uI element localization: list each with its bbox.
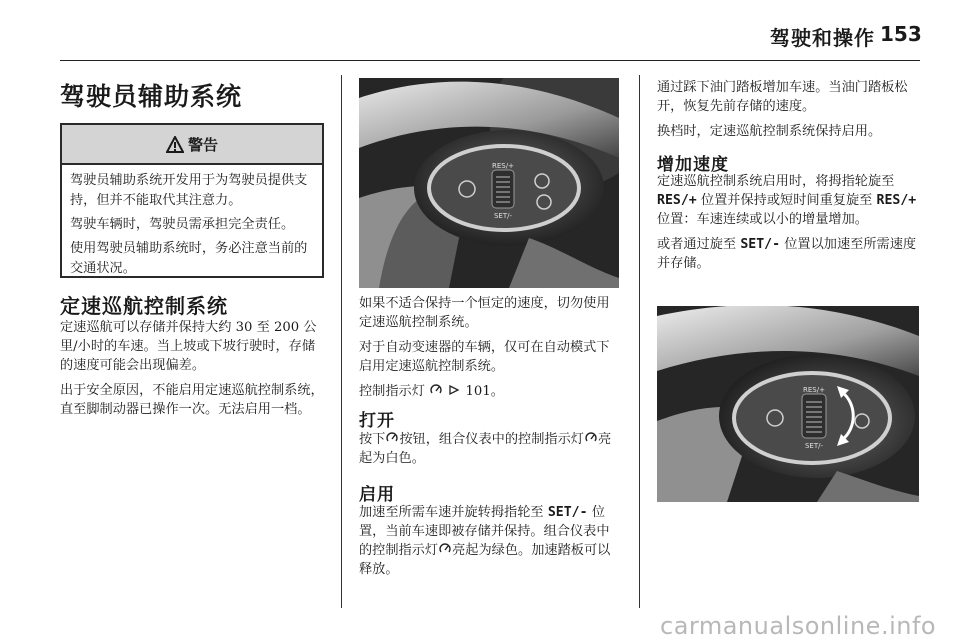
control-code-set: SET/- bbox=[740, 237, 781, 252]
wheel-label-set: SET/- bbox=[804, 442, 824, 450]
heading-switch-on: 打开 bbox=[359, 411, 395, 431]
paragraph bbox=[359, 430, 621, 468]
text-fragment: 位置，当前车速即被存储并保持。组合仪表中的控制指示灯 bbox=[359, 505, 610, 558]
cruise-indicator-icon bbox=[585, 432, 597, 444]
cruise-control-text bbox=[60, 318, 325, 425]
column-divider-1 bbox=[341, 75, 342, 608]
indicator-page-ref: 101 bbox=[465, 384, 491, 399]
paragraph: 对于自动变速器的车辆，仅可在自动模式下启用定速巡航控制系统。 bbox=[359, 340, 610, 374]
page-number: 153 bbox=[880, 22, 922, 46]
running-header-title: 驾驶和操作 bbox=[770, 26, 875, 50]
paragraph bbox=[657, 235, 921, 273]
paragraph: 如果不适合保持一个恒定的速度，切勿使用定速巡航控制系统。 bbox=[359, 296, 610, 330]
text-fragment: 位置：车速连续或以小的增量增加。 bbox=[657, 212, 868, 227]
cruise-indicator-icon bbox=[439, 543, 451, 555]
text-fragment: 按钮，组合仪表中的控制指示灯 bbox=[399, 432, 584, 447]
wheel-label-res: RES/+ bbox=[492, 162, 514, 170]
paragraph bbox=[359, 503, 621, 579]
warning-paragraph: 使用驾驶员辅助系统时，务必注意当前的交通状况。 bbox=[70, 241, 308, 276]
section-title-cruise-control: 定速巡航控制系统 bbox=[60, 294, 228, 318]
section-title-driver-assist: 驾驶员辅助系统 bbox=[60, 82, 243, 111]
column3-text bbox=[657, 78, 921, 147]
steering-wheel-illustration-1 bbox=[359, 78, 619, 288]
indicator-suffix: 。 bbox=[490, 384, 504, 399]
paragraph: 换档时，定速巡航控制系统保持启用。 bbox=[657, 124, 882, 139]
page-reference-arrow-icon bbox=[448, 384, 460, 396]
warning-paragraph: 驾驶员辅助系统开发用于为驾驶员提供支持，但并不能取代其注意力。 bbox=[70, 173, 308, 208]
text-fragment: 亮起为绿色。加速踏板可以释放。 bbox=[359, 543, 611, 577]
heading-increase-speed: 增加速度 bbox=[657, 155, 729, 175]
control-code-res: RES/+ bbox=[657, 193, 697, 208]
header-rule bbox=[60, 60, 920, 61]
text-fragment: 位置以加速至所需速度并存储。 bbox=[657, 237, 917, 271]
steering-wheel-photo-2 bbox=[657, 306, 919, 502]
steering-wheel-photo-1 bbox=[359, 78, 619, 288]
paragraph: 定速巡航可以存储并保持大约 30 至 200 公里/小时的车速。当上坡或下坡行驶时，存储的速度可能会出现偏差。 bbox=[60, 320, 317, 373]
warning-label: 警告 bbox=[187, 135, 218, 154]
warning-body bbox=[62, 165, 322, 279]
increase-speed-text bbox=[657, 172, 921, 279]
text-fragment: 位置并保持或短时间重复旋至 bbox=[700, 193, 873, 208]
text-fragment: 按下 bbox=[359, 432, 386, 447]
paragraph: 通过踩下油门踏板增加车速。当油门踏板松开，恢复先前存储的速度。 bbox=[657, 80, 908, 114]
control-code-res: RES/+ bbox=[876, 193, 917, 208]
heading-activate: 启用 bbox=[359, 485, 395, 505]
wheel-label-set: SET/- bbox=[493, 212, 513, 220]
paragraph bbox=[657, 172, 921, 229]
column-divider-2 bbox=[639, 75, 640, 608]
text-fragment: 或者通过旋至 bbox=[657, 237, 737, 252]
control-code-set: SET/- bbox=[547, 505, 588, 520]
watermark-text: carmanualsonline.info bbox=[660, 612, 937, 640]
text-fragment: 定速巡航控制系统启用时，将拇指轮旋至 bbox=[657, 174, 895, 189]
switch-on-text bbox=[359, 430, 621, 474]
warning-header bbox=[62, 125, 322, 165]
activate-text bbox=[359, 503, 621, 585]
indicator-prefix: 控制指示灯 bbox=[359, 384, 425, 399]
column2-text bbox=[359, 294, 621, 407]
warning-paragraph: 驾驶车辆时，驾驶员需承担完全责任。 bbox=[70, 217, 295, 232]
warning-box bbox=[60, 123, 324, 278]
steering-wheel-illustration-2 bbox=[657, 306, 919, 502]
indicator-reference bbox=[359, 382, 621, 401]
cruise-indicator-icon bbox=[430, 384, 442, 396]
cruise-button-icon bbox=[386, 432, 398, 444]
paragraph: 出于安全原因，不能启用定速巡航控制系统，直至脚制动器已操作一次。无法启用一档。 bbox=[60, 383, 324, 417]
text-fragment: 亮起为白色。 bbox=[359, 432, 612, 466]
text-fragment: 加速至所需车速并旋转拇指轮至 bbox=[359, 505, 544, 520]
wheel-label-res: RES/+ bbox=[803, 386, 825, 394]
warning-triangle-icon bbox=[166, 136, 184, 153]
